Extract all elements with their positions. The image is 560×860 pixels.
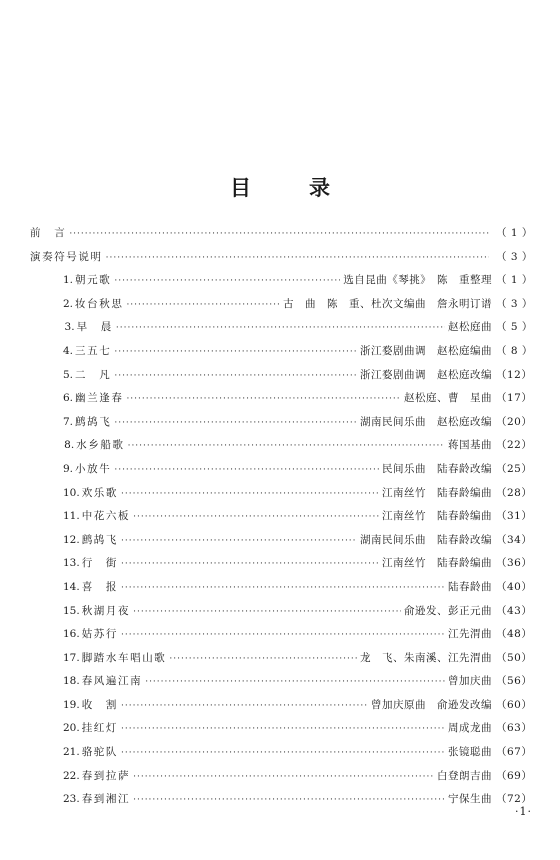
toc-entry[interactable] <box>30 529 533 553</box>
entry-author: 曾加庆曲 <box>448 675 492 688</box>
toc-entry[interactable] <box>30 434 533 458</box>
toc-entry[interactable] <box>30 316 533 340</box>
entry-number: 20. <box>63 722 80 735</box>
entry-title: 早 晨 <box>76 321 113 334</box>
entry-author: 浙江婺剧曲调 赵松庭改编 <box>360 368 492 381</box>
dot-leader <box>133 766 434 790</box>
toc-entry[interactable] <box>30 387 533 411</box>
entry-author: 赵松庭、曹 星曲 <box>404 392 492 405</box>
entry-page-number: （28） <box>496 486 533 499</box>
dot-leader <box>133 601 401 625</box>
toc-entry[interactable] <box>30 788 533 812</box>
entry-number: 3. <box>64 321 75 334</box>
dot-leader <box>114 270 340 294</box>
entry-number: 17. <box>63 651 80 664</box>
dot-leader <box>126 294 280 318</box>
entry-title: 挂红灯 <box>81 722 119 735</box>
toc-entry[interactable] <box>30 623 533 647</box>
entry-author: 龙 飞、朱南溪、江先渭曲 <box>360 651 492 664</box>
entry-author: 宁保生曲 <box>448 793 492 806</box>
entry-title: 姑苏行 <box>81 628 119 641</box>
dot-leader <box>145 671 445 695</box>
entry-number: 23. <box>63 793 80 806</box>
entry-page-number: （48） <box>496 628 533 641</box>
entry-number: 10. <box>63 486 80 499</box>
entry-author: 陆春龄曲 <box>448 580 492 593</box>
table-of-contents <box>30 222 533 812</box>
dot-leader <box>69 223 489 247</box>
entry-title: 妆台秋思 <box>75 297 124 310</box>
entry-page-number: （ 3 ） <box>496 297 533 310</box>
dot-leader <box>114 341 357 365</box>
entry-title: 中花六板 <box>81 510 131 523</box>
entry-author: 蒋国基曲 <box>448 439 492 452</box>
entry-number: 22. <box>63 769 80 782</box>
entry-title: 骆驼队 <box>81 746 119 759</box>
entry-title: 春风遍江南 <box>81 675 143 688</box>
dot-leader <box>121 483 379 507</box>
entry-title: 鹧鸪飞 <box>75 415 112 428</box>
entry-page-number: （ 5 ） <box>496 321 533 334</box>
entry-author: 古 曲 陈 重、杜次文编曲 詹永明订谱 <box>283 297 492 310</box>
toc-entry[interactable] <box>30 411 533 435</box>
dot-leader <box>114 412 357 436</box>
entry-title: 喜 报 <box>81 580 119 593</box>
toc-entry[interactable] <box>30 694 533 718</box>
toc-entry[interactable] <box>30 741 533 765</box>
entry-page-number: （17） <box>496 392 533 405</box>
entry-number: 21. <box>63 746 80 759</box>
dot-leader <box>114 459 379 483</box>
entry-number: 1. <box>63 274 74 287</box>
entry-number: 2. <box>63 297 74 310</box>
dot-leader <box>121 624 445 648</box>
entry-page-number: （36） <box>496 557 533 570</box>
entry-number: 13. <box>63 557 80 570</box>
dot-leader <box>106 247 489 271</box>
toc-entry[interactable] <box>30 269 533 293</box>
entry-author: 江南丝竹 陆春龄编曲 <box>382 486 492 499</box>
dot-leader <box>114 365 357 389</box>
entry-title: 三五七 <box>75 344 112 357</box>
entry-number: 16. <box>63 628 80 641</box>
entry-page-number: （12） <box>496 368 533 381</box>
dot-leader <box>133 506 379 530</box>
entry-page-number: （25） <box>496 462 533 475</box>
entry-page-number: （34） <box>496 533 533 546</box>
dot-leader <box>126 388 401 412</box>
entry-number: 12. <box>63 533 80 546</box>
entry-page-number: （63） <box>496 722 533 735</box>
entry-author: 浙江婺剧曲调 赵松庭编曲 <box>360 344 492 357</box>
entry-number: 19. <box>63 698 80 711</box>
dot-leader <box>121 695 368 719</box>
entry-title: 前 言 <box>30 227 67 239</box>
entry-author: 张镜聪曲 <box>448 746 492 759</box>
page-title <box>0 172 560 202</box>
entry-page-number: （ 1 ） <box>496 274 533 287</box>
toc-entry[interactable] <box>30 505 533 529</box>
entry-number: 5. <box>63 368 74 381</box>
toc-entry[interactable] <box>30 482 533 506</box>
toc-entry[interactable] <box>30 670 533 694</box>
entry-author: 湖南民间乐曲 陆春龄改编 <box>360 533 492 546</box>
entry-author: 湖南民间乐曲 赵松庭改编 <box>360 415 492 428</box>
entry-author: 江南丝竹 陆春龄编曲 <box>382 557 492 570</box>
entry-title: 二 凡 <box>75 368 112 381</box>
entry-number: 15. <box>63 604 80 617</box>
entry-number: 14. <box>63 580 80 593</box>
entry-title: 幽兰逢春 <box>75 392 124 405</box>
toc-entry[interactable] <box>30 600 533 624</box>
toc-entry[interactable] <box>30 340 533 364</box>
entry-page-number: （60） <box>496 698 533 711</box>
toc-entry[interactable] <box>30 458 533 482</box>
entry-title: 欢乐歌 <box>81 486 119 499</box>
entry-title: 收 割 <box>81 698 119 711</box>
entry-page-number: （67） <box>496 746 533 759</box>
entry-title: 朝元歌 <box>75 274 112 287</box>
title-char-2: 录 <box>309 176 330 200</box>
entry-title: 小放牛 <box>75 462 112 475</box>
entry-title: 春到拉萨 <box>81 769 131 782</box>
toc-entry[interactable] <box>30 552 533 576</box>
entry-page-number: （20） <box>496 415 533 428</box>
toc-entry[interactable] <box>30 647 533 671</box>
dot-leader <box>121 742 445 766</box>
entry-number: 18. <box>63 675 80 688</box>
entry-page-number: （72） <box>496 793 533 806</box>
entry-title: 水乡船歌 <box>76 439 125 452</box>
toc-entry[interactable] <box>30 717 533 741</box>
entry-number: 9. <box>63 462 74 475</box>
entry-title: 春到湘江 <box>81 793 131 806</box>
entry-page-number: （56） <box>496 675 533 688</box>
dot-leader <box>121 530 357 554</box>
entry-author: 俞逊发、彭正元曲 <box>404 604 492 617</box>
toc-front-entry[interactable] <box>30 222 533 246</box>
entry-page-number: （31） <box>496 510 533 523</box>
toc-entry[interactable] <box>30 293 533 317</box>
dot-leader <box>121 718 445 742</box>
entry-author: 白登朗吉曲 <box>437 769 492 782</box>
page-number-footer: ·1· <box>515 805 532 818</box>
entry-page-number: （ 8 ） <box>496 344 533 357</box>
entry-title: 脚踏水车唱山歌 <box>81 651 167 664</box>
entry-author: 曾加庆原曲 俞逊发改编 <box>371 698 492 711</box>
entry-author: 选自昆曲《琴挑》 陈 重整理 <box>343 274 492 287</box>
dot-leader <box>169 648 357 672</box>
dot-leader <box>121 553 379 577</box>
entry-author: 民间乐曲 陆春龄改编 <box>382 462 492 475</box>
entry-page-number: （22） <box>496 439 533 452</box>
entry-number: 8. <box>64 439 75 452</box>
entry-title: 演奏符号说明 <box>30 250 103 263</box>
dot-leader <box>133 789 445 813</box>
entry-title: 秋湖月夜 <box>81 604 131 617</box>
entry-page-number: （ 3 ） <box>496 250 533 263</box>
entry-number: 11. <box>63 510 80 523</box>
entry-number: 6. <box>63 392 74 405</box>
dot-leader <box>128 435 445 459</box>
entry-author: 江先渭曲 <box>448 628 492 641</box>
title-char-1: 目 <box>230 176 251 200</box>
entry-page-number: （50） <box>496 651 533 664</box>
entry-number: 4. <box>63 344 74 357</box>
entry-number: 7. <box>63 415 74 428</box>
toc-entry[interactable] <box>30 576 533 600</box>
entry-author: 周成龙曲 <box>448 722 492 735</box>
entry-author: 赵松庭曲 <box>448 321 492 334</box>
entry-author: 江南丝竹 陆春龄编曲 <box>382 510 492 523</box>
toc-entry[interactable] <box>30 765 533 789</box>
entry-page-number: （ 1 ） <box>496 227 533 239</box>
entry-page-number: （43） <box>496 604 533 617</box>
entry-page-number: （69） <box>496 769 533 782</box>
dot-leader <box>121 577 445 601</box>
toc-front-entry[interactable] <box>30 246 533 270</box>
toc-entry[interactable] <box>30 364 533 388</box>
entry-title: 鹧鸪飞 <box>81 533 119 546</box>
entry-page-number: （40） <box>496 580 533 593</box>
dot-leader <box>116 317 445 341</box>
entry-title: 行 街 <box>81 557 119 570</box>
